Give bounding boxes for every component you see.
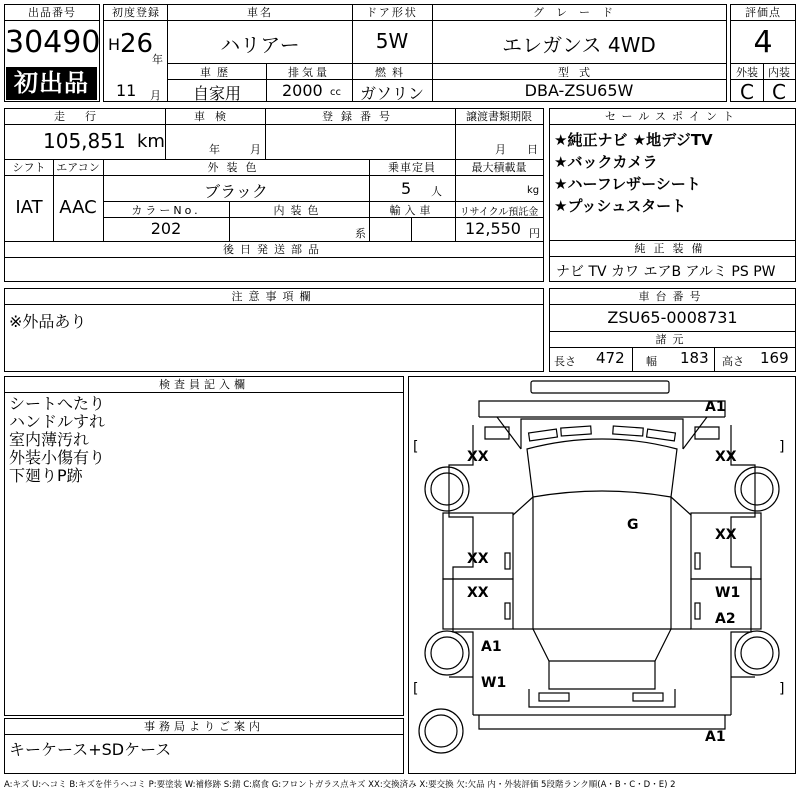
score: 4 (753, 25, 773, 60)
mark-left-front-door: XX (467, 551, 489, 567)
mark-right-front-fender: XX (715, 449, 737, 465)
mark-windshield: G (627, 517, 639, 533)
model-header: 型式 (558, 66, 600, 79)
grade: エレガンス 4WD (502, 33, 656, 57)
first-listing-badge: 初出品 (6, 67, 97, 100)
inspect-year-unit: 年 (209, 143, 220, 156)
plate-header: 登録番号 (265, 109, 455, 125)
reg-header: 初度登録 (104, 5, 168, 21)
transfer-day-unit: 日 (527, 143, 538, 156)
width: 183 (680, 349, 709, 367)
door-header: ドア形状 (352, 5, 432, 21)
inspector-header: 検査員記入欄 (5, 377, 403, 393)
lot-number: 30490 (5, 25, 101, 60)
divider (455, 159, 456, 241)
seats: 5 (401, 179, 412, 198)
mark-right-rear-door-1: W1 (715, 585, 741, 601)
divider (455, 109, 456, 159)
caution-box (4, 288, 544, 372)
divider (229, 201, 230, 241)
sales-item: ★純正ナビ ★地デジTV (554, 131, 713, 149)
sales-points (549, 108, 796, 242)
height-label: 高さ (722, 355, 744, 368)
inspect-header: 車検 (165, 109, 265, 125)
seats-unit: 人 (431, 185, 442, 198)
later-parts-header: 後日発送部品 (5, 242, 543, 258)
sales-item: ★ハーフレザーシート (554, 175, 701, 193)
length-label: 長さ (554, 355, 576, 368)
ac-header: エアコン (53, 160, 103, 176)
transfer-header: 譲渡書類期限 (455, 109, 543, 125)
divider (165, 109, 166, 159)
detail-grid (4, 108, 544, 282)
grade-header: グレード (432, 5, 726, 21)
history: 自家用 (192, 84, 241, 103)
sales-header: セールスポイント (550, 109, 795, 125)
displacement: 2000 (282, 81, 323, 100)
inspector-item: 外装小傷有り (9, 448, 106, 467)
equipment (549, 240, 796, 282)
top-info-panel (4, 4, 796, 102)
equip-items: ナビ TV カワ エアB アルミ PS PW (556, 264, 776, 280)
divider (265, 109, 266, 159)
int-color-header: 内装色 (273, 204, 325, 217)
name-header: 車名 (168, 5, 352, 21)
score-header: 評価点 (731, 5, 795, 21)
fuel-header: 燃料 (375, 66, 409, 79)
caution-text: ※外品あり (9, 312, 87, 331)
inspector-item: シートへたり (9, 394, 106, 413)
load-unit: kg (527, 185, 540, 196)
chassis-header: 車台番号 (550, 289, 795, 305)
sales-list (554, 129, 713, 217)
sales-item: ★バックカメラ (554, 153, 658, 171)
chassis-box (549, 288, 796, 372)
int-color-unit: 系 (355, 227, 366, 240)
car-damage-diagram (408, 376, 796, 774)
color-number: 202 (150, 219, 182, 238)
color-header: 外装色 (103, 160, 369, 176)
divider (266, 63, 267, 101)
office-text: キーケース+SDケース (9, 740, 172, 759)
length: 472 (596, 349, 625, 367)
load-header: 最大積載量 (455, 160, 543, 176)
model-code: DBA-ZSU65W (524, 81, 634, 100)
lot-box (4, 4, 100, 102)
recycle-unit: 円 (529, 227, 540, 240)
transfer-month-unit: 月 (495, 143, 506, 156)
color-no-header: カラーNo. (131, 204, 201, 217)
recycle-header: リサイクル預託金 (459, 207, 539, 218)
inspector-item: ハンドルすれ (9, 412, 106, 431)
mark-left-rear-door: XX (467, 585, 489, 601)
fuel: ガソリン (359, 84, 424, 103)
lot-header: 出品番号 (5, 5, 99, 21)
office-notes (4, 718, 404, 774)
int-header: 内装 (768, 66, 790, 79)
height: 169 (760, 349, 789, 367)
inspector-list (9, 395, 105, 485)
top-grid (103, 4, 727, 102)
int-rating: C (772, 80, 786, 104)
mark-front-bumper: A1 (705, 399, 726, 415)
body-color: ブラック (204, 182, 268, 201)
seats-header: 乗車定員 (369, 160, 455, 176)
inspector-item: 室内薄汚れ (9, 430, 90, 449)
door-type: 5W (375, 29, 409, 53)
bracket: ] (779, 439, 785, 455)
mark-right-front-door: XX (715, 527, 737, 543)
reg-month-unit: 月 (150, 89, 161, 102)
mark-left-front-fender: XX (467, 449, 489, 465)
shift: IAT (15, 197, 43, 218)
divider (632, 347, 633, 371)
chassis-number: ZSU65-0008731 (607, 308, 738, 327)
legend: A:キズ U:ヘコミ B:キズを伴うヘコミ P:要塗装 W:補修跡 S:錆 C:腐食 G:フロントガラス点キズ XX:交換済み X:要交換 欠:欠品 内・外装評価 5段階ランク順(A・B・C・D・E) 2 (4, 780, 676, 790)
caution-header: 注意事項欄 (5, 289, 543, 305)
bracket: [ (413, 681, 419, 697)
shift-header: シフト (5, 160, 53, 176)
equip-header: 純正装備 (550, 241, 795, 257)
car-name: ハリアー (220, 33, 300, 57)
dims-header: 諸元 (550, 332, 795, 348)
divider (369, 159, 370, 241)
ext-rating: C (740, 80, 754, 104)
divider (714, 347, 715, 371)
reg-era: H (108, 35, 121, 54)
mileage: 105,851 (43, 129, 126, 153)
reg-year: 26 (120, 29, 154, 59)
import-header: 輸入車 (389, 204, 435, 217)
bracket: ] (779, 681, 785, 697)
divider (411, 217, 412, 241)
reg-month: 11 (116, 81, 137, 100)
disp-header: 排気量 (288, 66, 330, 79)
office-header: 事務局よりご案内 (5, 719, 403, 735)
inspector-notes (4, 376, 404, 716)
width-label: 幅 (646, 355, 657, 368)
reg-year-unit: 年 (152, 53, 163, 66)
car-outline (409, 377, 795, 773)
recycle-fee: 12,550 (465, 219, 521, 238)
score-box (730, 4, 796, 102)
mark-left-rear-fender-1: A1 (481, 639, 502, 655)
mark-rear-bumper: A1 (705, 729, 726, 745)
mark-right-rear-door-2: A2 (715, 611, 736, 627)
displacement-unit: cc (330, 87, 341, 98)
bracket: [ (413, 439, 419, 455)
mark-left-rear-fender-2: W1 (481, 675, 507, 691)
history-header: 車歴 (200, 66, 234, 79)
inspect-month-unit: 月 (250, 143, 261, 156)
sales-item: ★プッシュスタート (554, 197, 687, 215)
mileage-unit: km (137, 131, 165, 152)
inspector-item: 下廻りP跡 (9, 466, 83, 485)
mileage-header: 走行 (5, 109, 165, 125)
aircon: AAC (59, 197, 97, 218)
ext-header: 外装 (736, 66, 758, 79)
